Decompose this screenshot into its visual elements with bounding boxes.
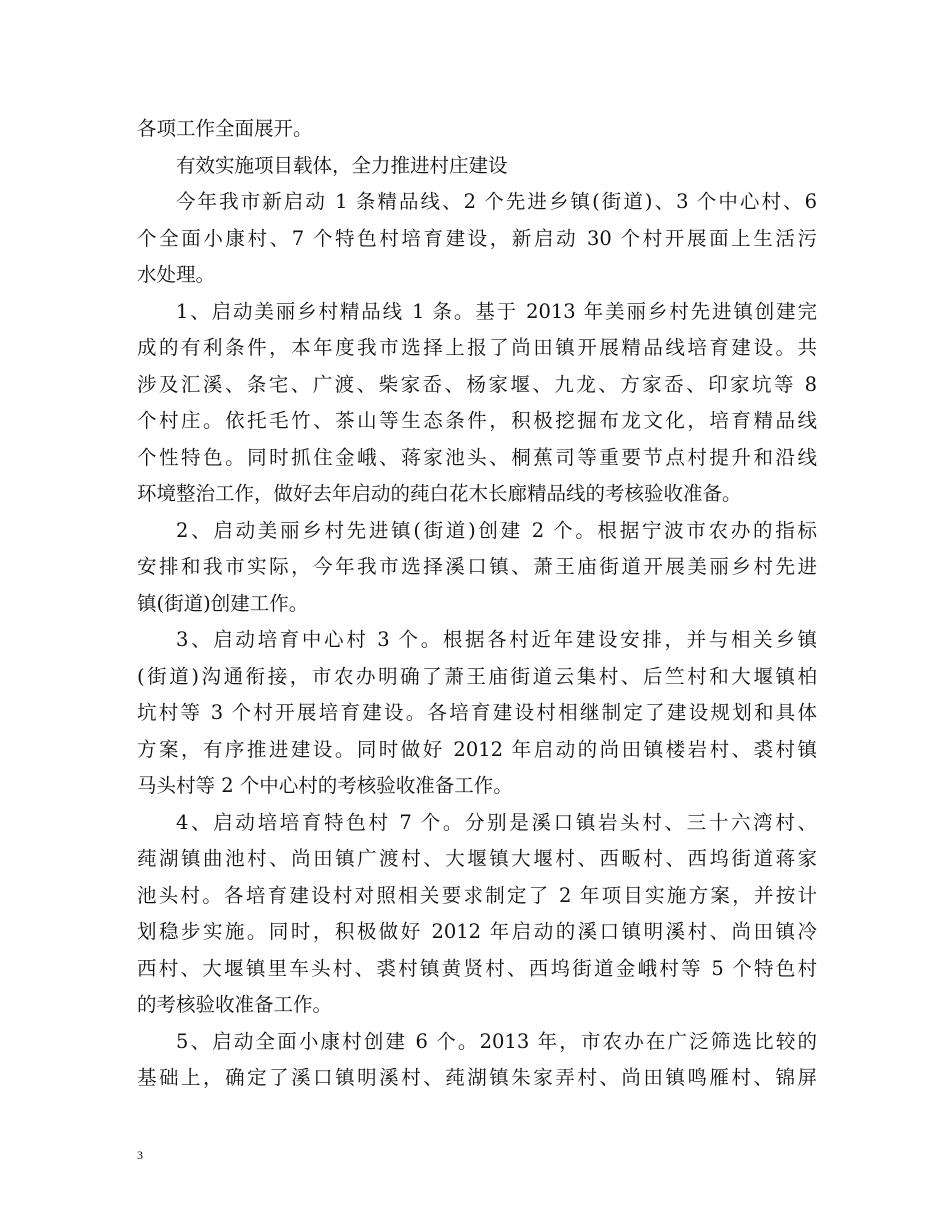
page-number: 3: [137, 1148, 143, 1162]
document-body: [137, 111, 817, 1097]
text-line: 4、启动培培育特色村 7 个。分别是溪口镇岩头村、三十六湾村、: [176, 810, 817, 834]
text-line: 坑村等 3 个村开展培育建设。各培育建设村相继制定了建设规划和具体: [137, 701, 817, 724]
text-line: 环境整治工作，做好去年启动的莼白花木长廊精品线的考核验收准备。: [137, 482, 742, 505]
text-line: 成的有利条件，本年度我市选择上报了尚田镇开展精品线培育建设。共: [137, 336, 817, 359]
text-line: 西村、大堰镇里车头村、裘村镇黄贤村、西坞街道金峨村等 5 个特色村: [137, 956, 817, 980]
text-line: 马头村等 2 个中心村的考核验收准备工作。: [137, 774, 513, 797]
text-line: 个全面小康村、7 个特色村培育建设，新启动 30 个村开展面上生活污: [137, 226, 817, 250]
text-line: 镇(街道)创建工作。: [137, 591, 309, 615]
text-line: 莼湖镇曲池村、尚田镇广渡村、大堰镇大堰村、西畈村、西坞街道蒋家: [137, 847, 817, 870]
text-line: 个村庄。依托毛竹、茶山等生态条件，积极挖掘布龙文化，培育精品线: [137, 409, 817, 432]
text-line: 个性特色。同时抓住金峨、蒋家池头、桐蕉司等重要节点村提升和沿线: [137, 445, 817, 469]
text-line: 方案，有序推进建设。同时做好 2012 年启动的尚田镇楼岩村、裘村镇: [137, 737, 817, 761]
text-line: (街道)沟通衔接，市农办明确了萧王庙街道云集村、后竺村和大堰镇柏: [137, 664, 817, 688]
text-line: 今年我市新启动 1 条精品线、2 个先进乡镇(街道)、3 个中心村、6: [176, 190, 817, 213]
text-line: 2、启动美丽乡村先进镇(街道)创建 2 个。根据宁波市农办的指标: [176, 518, 817, 542]
text-line: 各项工作全面展开。: [137, 117, 313, 140]
text-line: 安排和我市实际，今年我市选择溪口镇、萧王庙街道开展美丽乡村先进: [137, 555, 817, 578]
text-line: 的考核验收准备工作。: [137, 993, 333, 1016]
text-line: 基础上，确定了溪口镇明溪村、莼湖镇朱家弄村、尚田镇鸣雁村、锦屏: [137, 1066, 817, 1089]
text-line: 池头村。各培育建设村对照相关要求制定了 2 年项目实施方案，并按计: [137, 883, 817, 907]
text-line: 5、启动全面小康村创建 6 个。2013 年，市农办在广泛筛选比较的: [176, 1029, 817, 1053]
text-line: 涉及汇溪、条宅、广渡、柴家岙、杨家堰、九龙、方家岙、印家坑等 8: [137, 372, 817, 396]
text-line: 有效实施项目载体，全力推进村庄建设: [176, 153, 508, 177]
text-line: 水处理。: [137, 263, 216, 286]
text-line: 划稳步实施。同时，积极做好 2012 年启动的溪口镇明溪村、尚田镇冷: [137, 920, 817, 943]
text-line: 1、启动美丽乡村精品线 1 条。基于 2013 年美丽乡村先进镇创建完: [176, 299, 817, 323]
text-line: 3、启动培育中心村 3 个。根据各村近年建设安排，并与相关乡镇: [176, 628, 817, 651]
